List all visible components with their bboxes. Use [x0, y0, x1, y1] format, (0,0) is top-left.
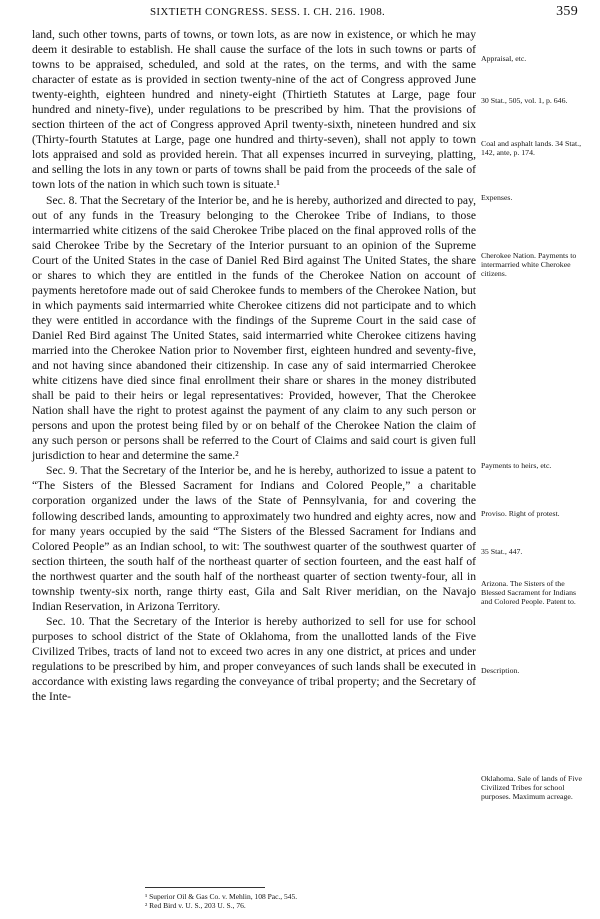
footnote-2: ² Red Bird v. U. S., 203 U. S., 76. — [145, 901, 246, 910]
margin-note-description: Description. — [481, 666, 520, 675]
main-text — [32, 27, 476, 704]
margin-note-expenses: Expenses. — [481, 193, 513, 202]
margin-note-coal-lands: Coal and asphalt lands. 34 Stat., 142, ante, p. 174. — [481, 139, 582, 157]
margin-note-proviso: Proviso. Right of protest. — [481, 509, 560, 518]
running-head: SIXTIETH CONGRESS. SESS. I. CH. 216. 1908. — [150, 6, 386, 18]
margin-note-cherokee: Cherokee Nation. Payments to intermarried white Cherokee citizens. — [481, 251, 577, 278]
margin-note-heirs: Payments to heirs, etc. — [481, 461, 552, 470]
page-header — [0, 6, 600, 22]
paragraph-sec-8: Sec. 8. That the Secretary of the Interior be, and he is hereby, authorized and directed to pay, out of any funds in the Treasury belonging to the Cherokee Tribe of Indians, to those intermarried white citizens of the said Cherokee Tribe placed on the final approved rolls of the said Cherokee Tribe by the Secretary of the Interior pursuant to an opinion of the Supreme Court of the United States in the case of Daniel Red Bird against The United States, the share or shares to which they are entitled in the funds of the Cherokee Nation on account of payments heretofore made out of said Cherokee funds to members of the Cherokee Nation, but in which payments said intermarried white Cherokee citizens did not participate and to which they were entitled in accordance with the findings of the Supreme Court in the said case of Daniel Red Bird against The United States, said intermarried white Cherokee citizens having married into the Cherokee Nation prior to November first, eighteen hundred and seventy-five, and not having since abandoned their citizenship. In case any of said intermarried Cherokee white citizens have died since final enrollment their share or shares in the money distributed shall be paid to their heirs or legal representatives: Provided, however, That the Cherokee Nation shall have the right to protest against the payment of any claim to any such person or persons and upon the protest being filed by or on behalf of the Cherokee Nation the claim of any such person or persons shall be referred to the Court of Claims and said court is given full jurisdiction to hear and determine the same.² — [32, 193, 476, 463]
margin-note-arizona: Arizona. The Sisters of the Blessed Sacrament for Indians and Colored People. Patent to. — [481, 579, 577, 606]
paragraph-sec-9: Sec. 9. That the Secretary of the Interior be, and he is hereby, authorized to issue a patent to “The Sisters of the Blessed Sacrament for Indians and Colored People,” a charitable corporation organized under the laws of the State of Pennsylvania, for and covering the following described lands, amounting to approximately two hundred and eighty acres, now and for many years occupied by the said “The Sisters of the Blessed Sacrament for Indians and Colored People” as an Indian school, to wit: The southwest quarter of the southwest quarter of section thirteen, the south half of the northeast quarter of section fourteen, and the east half of the northwest quarter and the south half of the northeast quarter of section twenty-four, all in township twenty-six north, range thirty east, Gila and Salt River meridian, on the Navajo Indian Reservation, in Arizona Territory. — [32, 464, 476, 613]
margin-note-appraisal: Appraisal, etc. — [481, 54, 527, 63]
paragraph-town-lots: land, such other towns, parts of towns, or town lots, as are now in existence, or which he may deem it desirable to establish. He shall cause the surface of the lots in such towns or parts of towns to be appraised, scheduled, and sold at the rates, on the terms, and with the same character of estate as is provided in section twenty-nine of the act of Congress approved June twenty-eighth, eighteen hundred and ninety-eight (Thirtieth Statutes at Large, page four hundred and ninety-five), under regulations to be prescribed by him. That the provisions of section thirteen of the act of Congress approved April twenty-sixth, nineteen hundred and six (Thirty-fourth Statutes at Large, page one hundred and thirty-seven), shall not apply to town lots appraised and sold as provided herein. That all expenses incurred in surveying, platting, and selling the lots in any town or parts of towns shall be paid from the proceeds of the sale of town lots of the nation in which such town is situate.¹ — [32, 28, 476, 192]
footnotes — [145, 892, 475, 910]
page-number: 359 — [556, 4, 578, 19]
margin-note-oklahoma: Oklahoma. Sale of lands of Five Civilized Tribes for school purposes. Maximum acreage. — [481, 774, 582, 801]
footnote-divider — [145, 887, 265, 888]
footnote-1: ¹ Superior Oil & Gas Co. v. Mehlin, 108 Pac., 545. — [145, 892, 298, 901]
margin-note-30-stat: 30 Stat., 505, vol. 1, p. 646. — [481, 96, 568, 105]
margin-note-35-stat: 35 Stat., 447. — [481, 547, 523, 556]
paragraph-sec-10: Sec. 10. That the Secretary of the Interior is hereby authorized to sell for use for school purposes to school district of the State of Oklahoma, from the unallotted lands of the Five Civilized Tribes, tracts of land not to exceed two acres in any one district, at prices and under regulations to be prescribed by him, and proper conveyances of such lands shall be executed in accordance with existing laws regarding the conveyance of tribal property; and the Secretary of the Inte- — [32, 614, 476, 704]
